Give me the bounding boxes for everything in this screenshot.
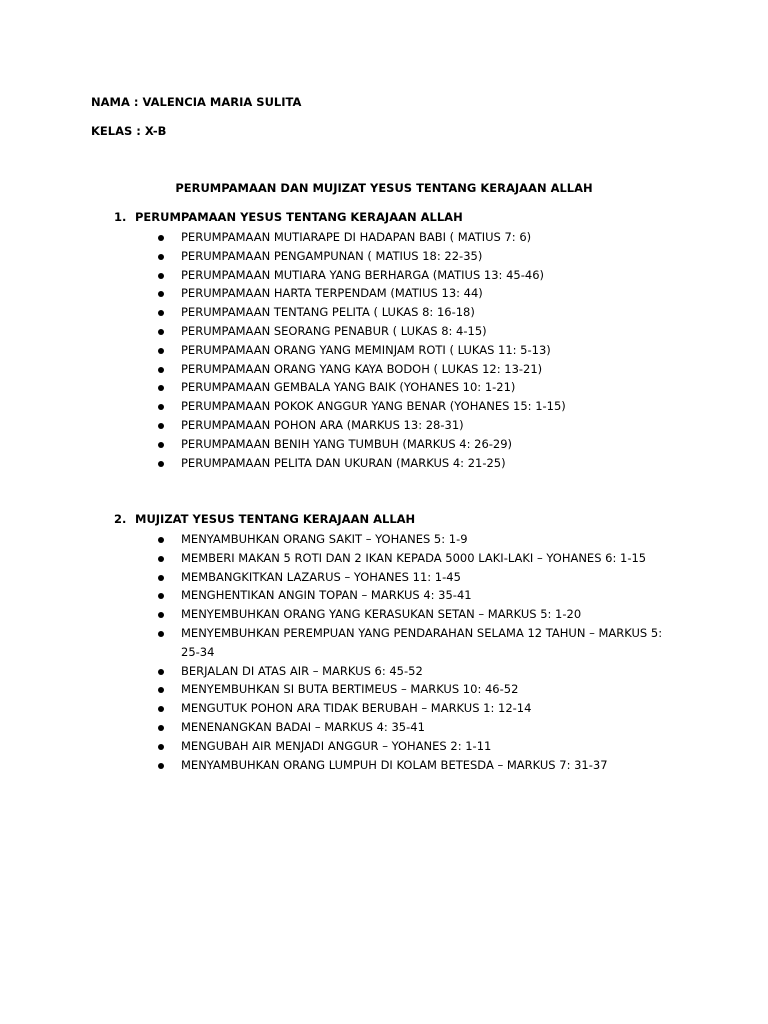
list-item — [0, 284, 768, 303]
list-item — [0, 378, 768, 397]
list-item-text: PERUMPAMAAN PENGAMPUNAN ( MATIUS 18: 22-35) — [181, 248, 483, 263]
student-name: NAMA : VALENCIA MARIA SULITA — [91, 95, 302, 109]
bullet-icon — [158, 273, 164, 279]
bullet-icon — [158, 291, 164, 297]
list-item — [0, 530, 768, 549]
student-class: KELAS : X-B — [91, 124, 167, 138]
bullet-icon — [158, 669, 164, 675]
list-item — [0, 341, 768, 360]
section-parables — [0, 209, 768, 472]
bullet-icon — [158, 575, 164, 581]
bullet-icon — [158, 423, 164, 429]
list-item-text: BERJALAN DI ATAS AIR – MARKUS 6: 45-52 — [181, 663, 423, 678]
list-item — [0, 680, 768, 699]
list-item-text: MENGUTUK POHON ARA TIDAK BERUBAH – MARKUS 1: 12-14 — [181, 701, 532, 716]
bullet-icon — [158, 763, 164, 769]
bullet-icon — [158, 687, 164, 693]
bullet-icon — [158, 461, 164, 467]
list-item-text: MENYEMBUHKAN SI BUTA BERTIMEUS – MARKUS 10: 46-52 — [181, 682, 519, 697]
section-heading — [0, 511, 768, 527]
list-item-text: MENGUBAH AIR MENJADI ANGGUR – YOHANES 2: 1-11 — [181, 738, 492, 753]
list-item-text: PERUMPAMAAN BENIH YANG TUMBUH (MARKUS 4: 26-29) — [181, 436, 513, 451]
bullet-icon — [158, 537, 164, 543]
list-item-text: MENYEMBUHKAN PEREMPUAN YANG PENDARAHAN SELAMA 12 TAHUN – MARKUS 5: 25-34 — [181, 625, 663, 659]
bullet-icon — [158, 404, 164, 410]
list-item — [0, 397, 768, 416]
list-item-text: MEMBANGKITKAN LAZARUS – YOHANES 11: 1-45 — [181, 569, 461, 584]
list-item — [0, 435, 768, 454]
list-item — [0, 247, 768, 266]
bullet-icon — [158, 235, 164, 241]
bullet-icon — [158, 593, 164, 599]
list-item-text: PERUMPAMAAN MUTIARA YANG BERHARGA (MATIUS 13: 45-46) — [181, 267, 544, 282]
bullet-icon — [158, 744, 164, 750]
section-number: 2. — [114, 512, 127, 526]
bullet-icon — [158, 348, 164, 354]
list-item-text: PERUMPAMAAN MUTIARAPE DI HADAPAN BABI ( MATIUS 7: 6) — [181, 230, 532, 244]
list-item — [0, 322, 768, 341]
list-item — [0, 756, 768, 775]
parables-list — [0, 228, 768, 472]
list-item-text: PERUMPAMAAN ORANG YANG KAYA BODOH ( LUKAS 12: 13-21) — [181, 361, 543, 376]
bullet-icon — [158, 612, 164, 618]
list-item — [0, 549, 768, 568]
document-title: PERUMPAMAAN DAN MUJIZAT YESUS TENTANG KERAJAAN ALLAH — [175, 181, 593, 195]
bullet-icon — [158, 631, 164, 637]
bullet-icon — [158, 329, 164, 335]
list-item-text: PERUMPAMAAN GEMBALA YANG BAIK (YOHANES 10: 1-21) — [181, 380, 516, 395]
list-item-text: MENYAMBUHKAN ORANG SAKIT – YOHANES 5: 1-9 — [181, 532, 468, 546]
bullet-icon — [158, 385, 164, 391]
bullet-icon — [158, 706, 164, 712]
list-item-text: MENYEMBUHKAN ORANG YANG KERASUKAN SETAN – MARKUS 5: 1-20 — [181, 607, 582, 622]
list-item-text: PERUMPAMAAN SEORANG PENABUR ( LUKAS 8: 4-15) — [181, 323, 487, 338]
list-item-text: MENGHENTIKAN ANGIN TOPAN – MARKUS 4: 35-41 — [181, 588, 472, 603]
list-item — [0, 568, 768, 587]
list-item — [0, 416, 768, 435]
list-item-text: PERUMPAMAAN POKOK ANGGUR YANG BENAR (YOHANES 15: 1-15) — [181, 399, 566, 414]
list-item — [0, 718, 768, 737]
list-item — [0, 454, 768, 473]
list-item — [0, 303, 768, 322]
bullet-icon — [158, 367, 164, 373]
list-item-text: PERUMPAMAAN TENTANG PELITA ( LUKAS 8: 16-18) — [181, 305, 475, 320]
list-item-text: MENYAMBUHKAN ORANG LUMPUH DI KOLAM BETESDA – MARKUS 7: 31-37 — [181, 757, 608, 772]
bullet-icon — [158, 556, 164, 562]
list-item-text: PERUMPAMAAN HARTA TERPENDAM (MATIUS 13: 44) — [181, 286, 483, 301]
section-miracles — [0, 511, 768, 774]
list-item — [0, 586, 768, 605]
list-item — [0, 699, 768, 718]
section-title: PERUMPAMAAN YESUS TENTANG KERAJAAN ALLAH — [135, 210, 463, 224]
list-item — [0, 737, 768, 756]
bullet-icon — [158, 310, 164, 316]
bullet-icon — [158, 725, 164, 731]
list-item-text: PERUMPAMAAN POHON ARA (MARKUS 13: 28-31) — [181, 417, 464, 432]
list-item — [0, 266, 768, 285]
list-item-text: PERUMPAMAAN ORANG YANG MEMINJAM ROTI ( LUKAS 11: 5-13) — [181, 342, 551, 357]
list-item — [0, 605, 768, 624]
section-heading — [0, 209, 768, 225]
list-item — [0, 662, 768, 681]
section-number: 1. — [114, 210, 127, 224]
list-item-text: PERUMPAMAAN PELITA DAN UKURAN (MARKUS 4: 21-25) — [181, 455, 506, 470]
bullet-icon — [158, 442, 164, 448]
list-item — [0, 228, 768, 247]
list-item — [0, 624, 768, 662]
section-title: MUJIZAT YESUS TENTANG KERAJAAN ALLAH — [135, 512, 416, 526]
list-item — [0, 360, 768, 379]
miracles-list — [0, 530, 768, 774]
list-item-text: MEMBERI MAKAN 5 ROTI DAN 2 IKAN KEPADA 5000 LAKI-LAKI – YOHANES 6: 1-15 — [181, 550, 647, 565]
bullet-icon — [158, 254, 164, 260]
list-item-text: MENENANGKAN BADAI – MARKUS 4: 35-41 — [181, 719, 425, 734]
